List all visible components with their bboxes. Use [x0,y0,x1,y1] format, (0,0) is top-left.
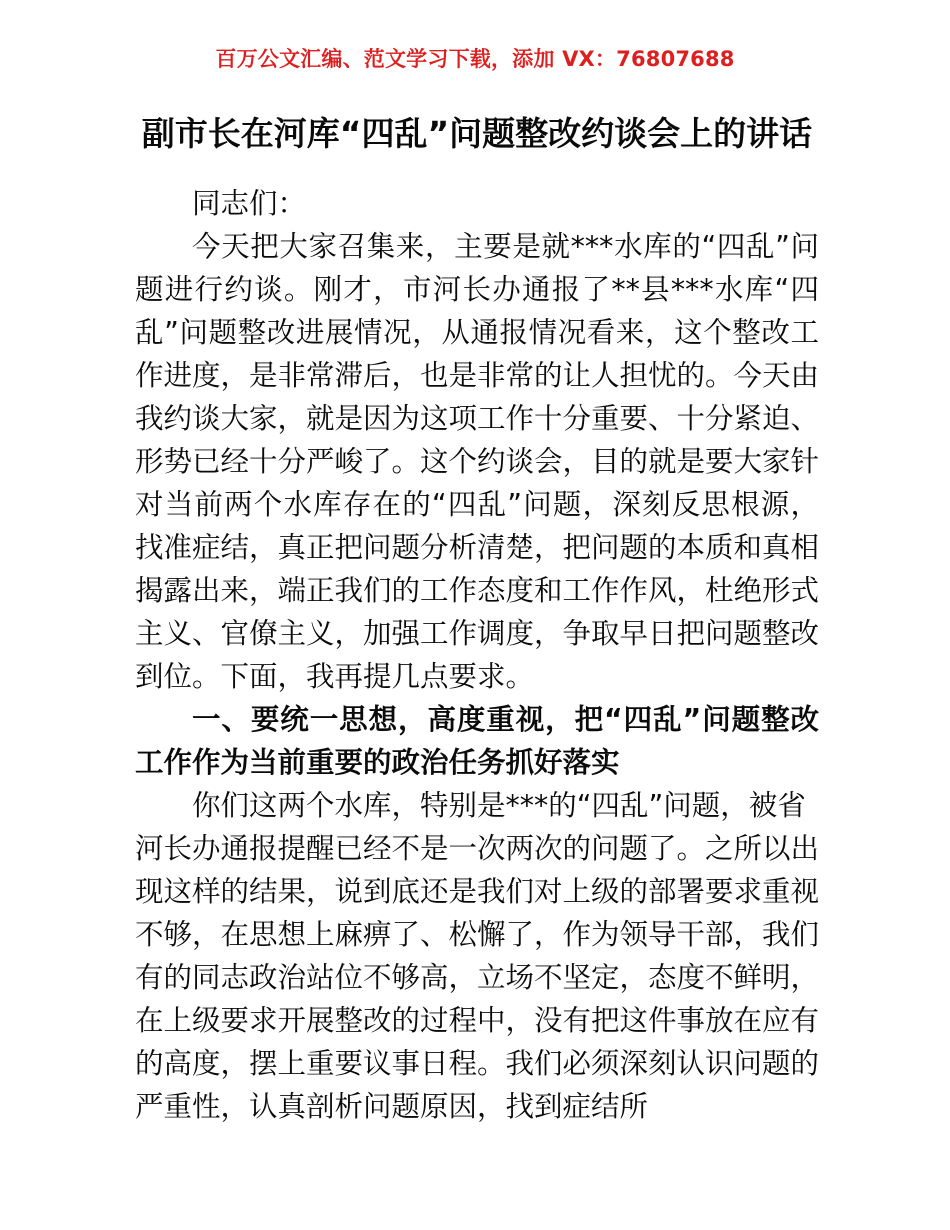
paragraph-section-one-body: 你们这两个水库，特别是***的“四乱”问题，被省河长办通报提醒已经不是一次两次的问题了。之所以出现这样的结果，说到底还是我们对上级的部署要求重视不够，在思想上麻痹了、松懈了，作为领导干部，我们有的同志政治站位不够高，立场不坚定，态度不鲜明，在上级要求开展整改的过程中，没有把这件事放在应有的高度，摆上重要议事日程。我们必须深刻认识问题的严重性，认真剖析问题原因，找到症结所 [135,789,820,1123]
paragraph-opening-remarks: 今天把大家召集来，主要是就***水库的“四乱”问题进行约谈。刚才，市河长办通报了**县***水库“四乱”问题整改进展情况，从通报情况看来，这个整改工作进度，是非常滞后，也是非常的让人担忧的。今天由我约谈大家，就是因为这项工作十分重要、十分紧迫、形势已经十分严峻了。这个约谈会，目的就是要大家针对当前两个水库存在的“四乱”问题，深刻反思根源，找准症结，真正把问题分析清楚，把问题的本质和真相揭露出来，端正我们的工作态度和工作作风，杜绝形式主义、官僚主义，加强工作调度，争取早日把问题整改到位。下面，我再提几点要求。 [135,230,820,693]
paragraph-section-one-heading: 一、要统一思想，高度重视，把“四乱”问题整改工作作为当前重要的政治任务抓好落实 [135,703,819,779]
document-content [135,112,819,1128]
paragraph-salutation: 同志们： [192,187,307,220]
promo-header-text: 百万公文汇编、范文学习下载，添加 VX：76807688 [215,47,735,71]
title-spacer [135,156,819,182]
page-title: 副市长在河库“四乱”问题整改约谈会上的讲话 [141,114,813,153]
